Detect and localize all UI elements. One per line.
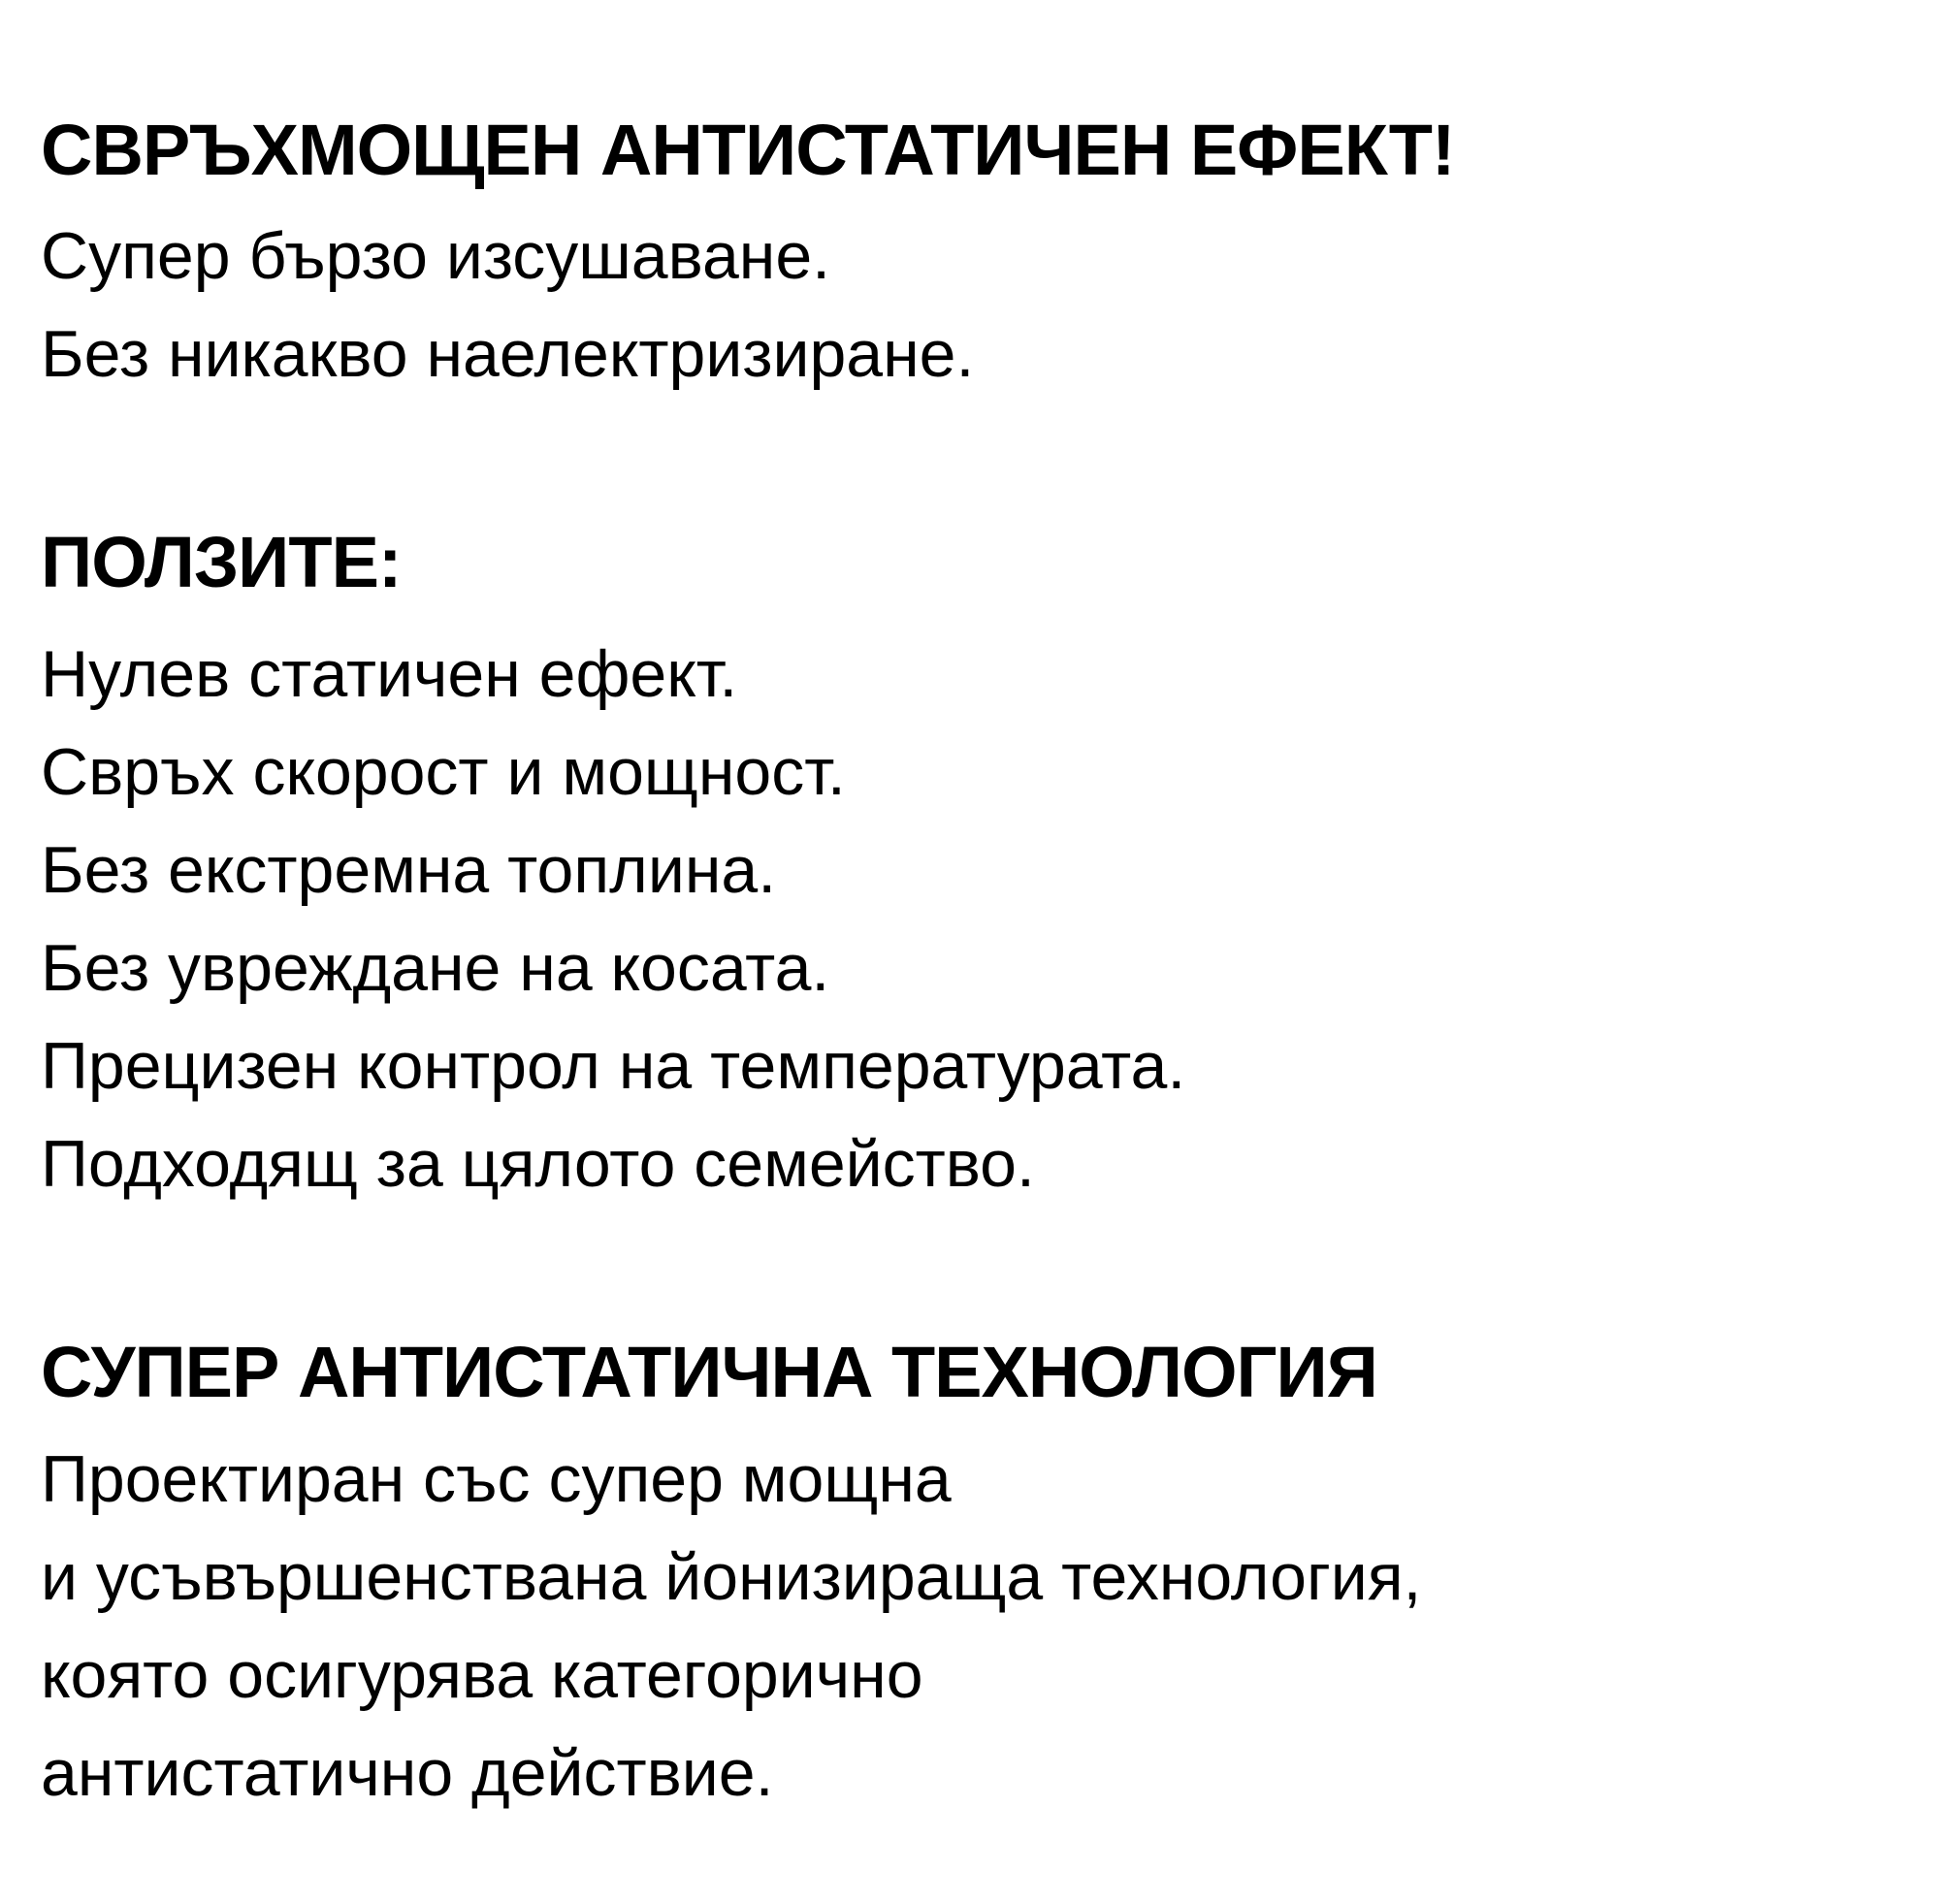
body-line: Супер бързо изсушаване. <box>41 219 831 293</box>
benefit-item: Нулев статичен ефект. <box>41 637 738 711</box>
body-line: Проектиран със супер мощна <box>41 1442 952 1516</box>
body-line: и усъвършенствана йонизираща технология, <box>41 1540 1422 1614</box>
section-body-antistatic-effect <box>41 208 974 403</box>
benefit-item: Без екстремна топлина. <box>41 833 777 907</box>
benefit-item: Свръх скорост и мощност. <box>41 735 846 809</box>
section-body-technology <box>41 1431 1421 1823</box>
body-line: Без никакво наелектризиране. <box>41 317 975 391</box>
benefit-item: Подходящ за цялото семейство. <box>41 1127 1035 1201</box>
section-heading-benefits: ПОЛЗИТЕ: <box>41 522 402 602</box>
benefit-item: Без увреждане на косата. <box>41 931 830 1005</box>
section-heading-technology: СУПЕР АНТИСТАТИЧНА ТЕХНОЛОГИЯ <box>41 1332 1377 1412</box>
body-line: антистатично действие. <box>41 1736 774 1810</box>
benefit-item: Прецизен контрол на температурата. <box>41 1029 1186 1103</box>
benefits-list <box>41 626 1185 1213</box>
section-heading-antistatic-effect: СВРЪХМОЩЕН АНТИСТАТИЧЕН ЕФЕКТ! <box>41 110 1455 190</box>
body-line: която осигурява категорично <box>41 1638 923 1712</box>
